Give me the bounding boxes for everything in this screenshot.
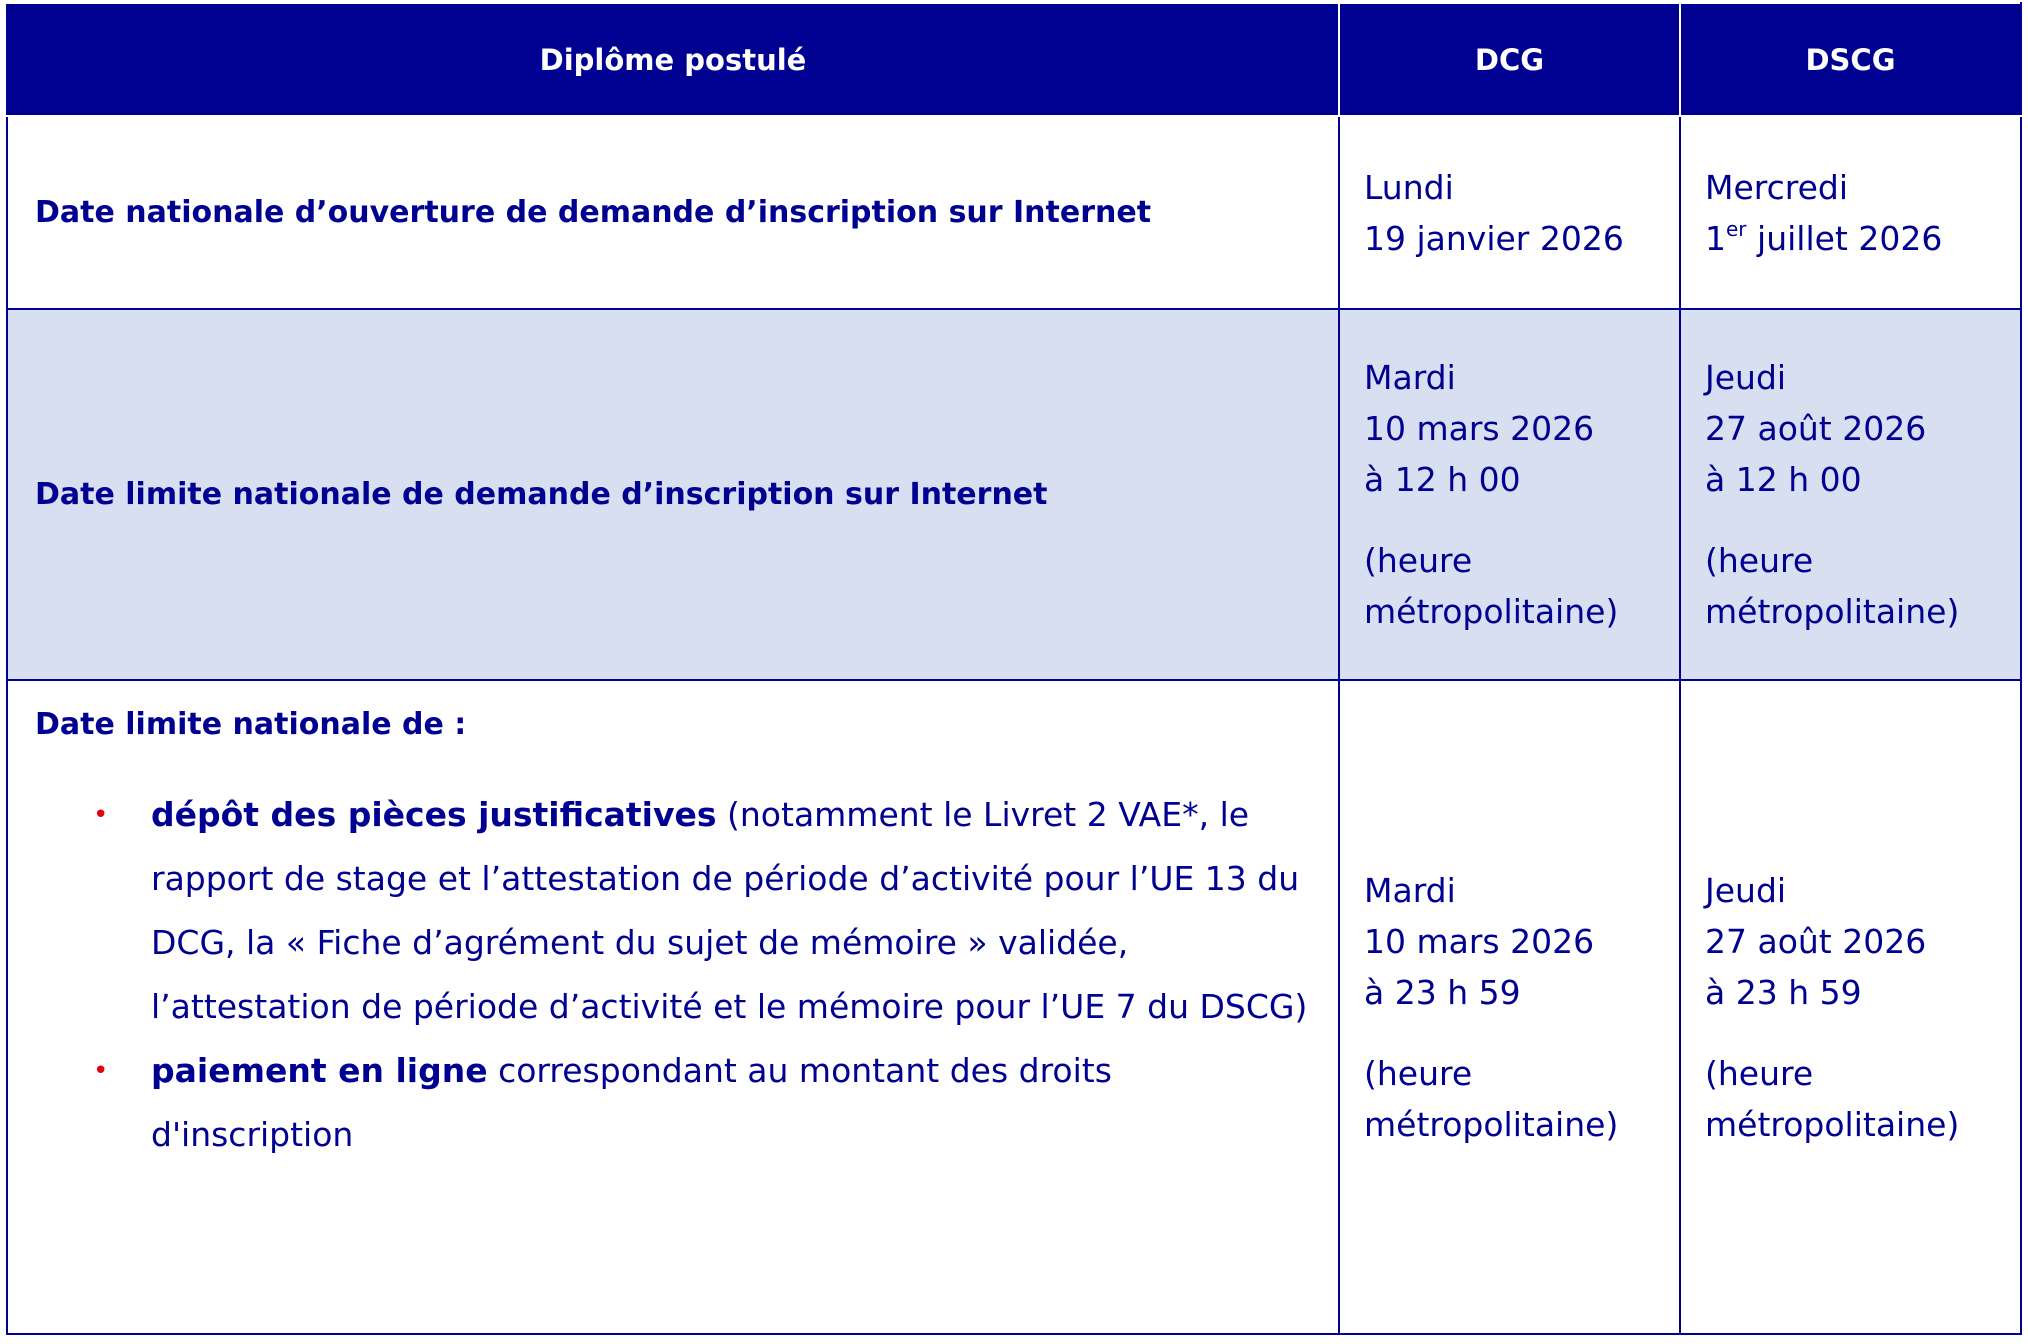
opening-dscg-date-sup: er (1726, 216, 1747, 241)
depot-bullet-list (35, 783, 1338, 1167)
bullet-icon: • (93, 1056, 109, 1086)
opening-dscg-date (1680, 116, 2021, 309)
depot-dscg-day: Jeudi (1705, 870, 1787, 910)
table-row-opening (7, 116, 2021, 309)
depot-dcg-full-date: 10 mars 2026 (1364, 921, 1595, 961)
deadline-dscg-tz1: (heure (1705, 541, 1814, 580)
depot-dscg-time: à 23 h 59 (1705, 972, 1862, 1012)
opening-dscg-date-number: 1 (1705, 218, 1726, 258)
header-diplome: Diplôme postulé (7, 3, 1339, 116)
table-header-row (7, 3, 2021, 116)
header-dcg: DCG (1339, 3, 1680, 116)
opening-dscg-day: Mercredi (1705, 167, 1849, 207)
list-item (35, 783, 1338, 1039)
depot-title: Date limite nationale de : (35, 707, 467, 742)
deadline-dcg-tz2: métropolitaine) (1364, 592, 1619, 631)
deadline-dcg-tz1: (heure (1364, 541, 1473, 580)
deadline-dcg-day: Mardi (1364, 358, 1456, 397)
bullet-text: (notamment le Livret 2 VAE*, le rapport de stage et l’attestation de période d’activité pour l’UE 13 du DCG, la « Fiche d’agrément du sujet de mémoire » validée, l’attestation de période d’activité et le mémoire pour l’UE 7 du DSCG) (151, 795, 1308, 1026)
depot-dcg-tz2: métropolitaine) (1364, 1104, 1619, 1144)
opening-dcg-day: Lundi (1364, 167, 1454, 207)
depot-dcg-day: Mardi (1364, 870, 1456, 910)
depot-dcg-time: à 23 h 59 (1364, 972, 1521, 1012)
deadline-dcg-date (1339, 309, 1680, 680)
deadline-dscg-tz2: métropolitaine) (1705, 592, 1960, 631)
list-item (35, 1039, 1338, 1167)
deadline-label: Date limite nationale de demande d’inscription sur Internet (7, 309, 1339, 680)
depot-dcg-tz1: (heure (1364, 1053, 1473, 1093)
deadline-dscg-full-date: 27 août 2026 (1705, 409, 1927, 448)
depot-dscg-full-date: 27 août 2026 (1705, 921, 1927, 961)
table-row-depot (7, 680, 2021, 1334)
bullet-bold-text: dépôt des pièces justificatives (151, 795, 717, 834)
bullet-icon: • (93, 800, 109, 830)
opening-dcg-full-date: 19 janvier 2026 (1364, 218, 1624, 258)
bullet-text: correspondant au montant des droits d'inscription (151, 1051, 1112, 1154)
depot-label-cell (7, 680, 1339, 1334)
opening-label: Date nationale d’ouverture de demande d’inscription sur Internet (7, 116, 1339, 309)
opening-dscg-full-date (1705, 213, 2020, 264)
depot-dscg-tz1: (heure (1705, 1053, 1814, 1093)
header-dscg: DSCG (1680, 3, 2021, 116)
opening-dscg-date-rest: juillet 2026 (1746, 218, 1943, 258)
deadline-dscg-date (1680, 309, 2021, 680)
depot-dscg-date (1680, 680, 2021, 1334)
deadline-dcg-time: à 12 h 00 (1364, 460, 1521, 499)
depot-dscg-tz2: métropolitaine) (1705, 1104, 1960, 1144)
deadline-dscg-time: à 12 h 00 (1705, 460, 1862, 499)
table-row-deadline (7, 309, 2021, 680)
deadline-dscg-day: Jeudi (1705, 358, 1787, 397)
bullet-bold-text: paiement en ligne (151, 1051, 488, 1090)
opening-dcg-date (1339, 116, 1680, 309)
deadline-dcg-full-date: 10 mars 2026 (1364, 409, 1595, 448)
depot-dcg-date (1339, 680, 1680, 1334)
inscription-dates-table (6, 2, 2022, 1335)
